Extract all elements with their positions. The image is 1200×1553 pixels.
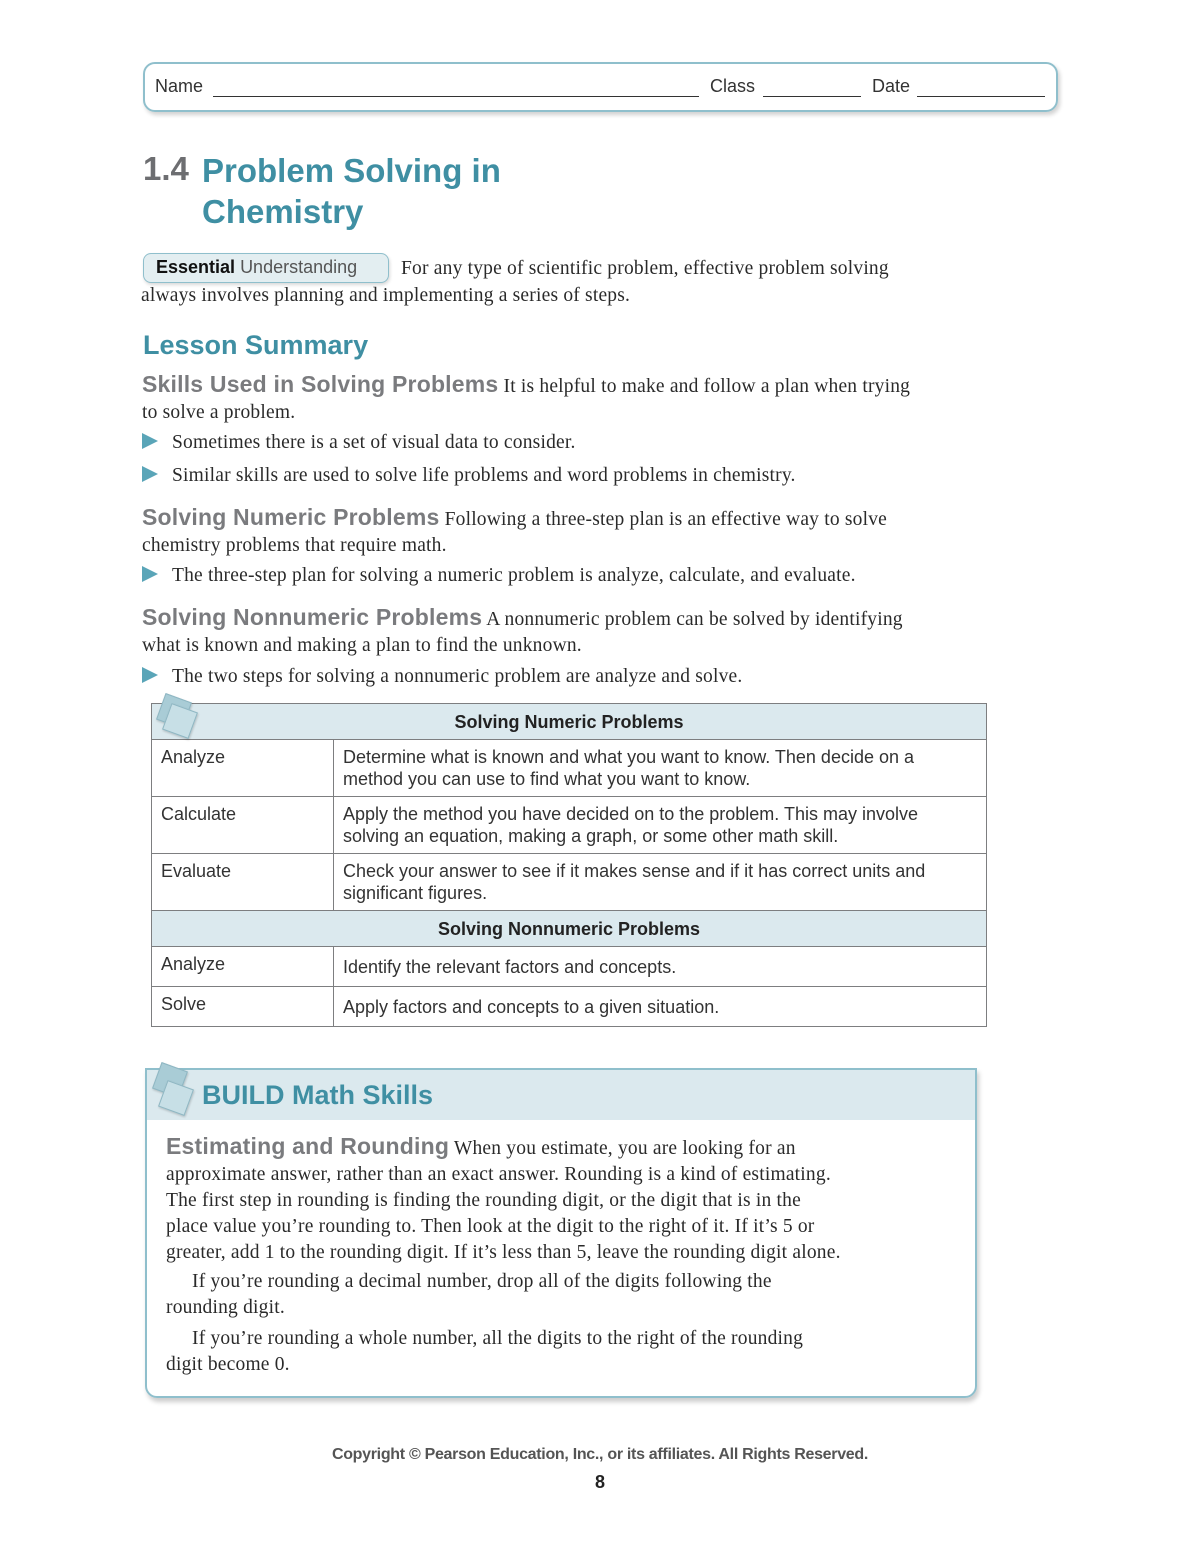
numeric-line-1: Following a three-step plan is an effective way to solve: [444, 509, 888, 530]
table-row: Analyze Determine what is known and what you want to know. Then decide on a method you can use to find what you want to know.: [152, 740, 987, 797]
skills-line-1: It is helpful to make and follow a plan when trying: [503, 376, 911, 397]
rounding-paragraph-2: If you’re rounding a decimal number, drop all of the digits following the rounding digit.: [166, 1271, 772, 1318]
essential-understanding-badge: [143, 253, 389, 283]
numeric-line-2: chemistry problems that require math.: [142, 535, 447, 556]
table-row: Analyze Identify the relevant factors and concepts.: [152, 947, 987, 987]
nonnumeric-heading: Solving Nonnumeric Problems: [142, 604, 483, 630]
name-field[interactable]: [213, 96, 699, 97]
class-field[interactable]: [763, 96, 861, 97]
date-field[interactable]: [917, 96, 1045, 97]
lesson-summary-heading: Lesson Summary: [143, 330, 369, 360]
date-label: Date: [872, 76, 911, 96]
build-math-skills-title: BUILD Math Skills: [202, 1080, 434, 1110]
essential-bold: Essential: [156, 257, 236, 277]
nonnumeric-paragraph: [142, 604, 1012, 659]
bullet-arrow-icon: [142, 466, 158, 482]
nonnumeric-table-header: Solving Nonnumeric Problems: [152, 911, 987, 947]
list-item: Similar skills are used to solve life problems and word problems in chemistry.: [142, 463, 1012, 489]
list-item: Sometimes there is a set of visual data to consider.: [142, 430, 1012, 456]
table-row: Evaluate Check your answer to see if it makes sense and if it has correct units and significant figures.: [152, 854, 987, 911]
table-row: Solve Apply factors and concepts to a given situation.: [152, 987, 987, 1027]
numeric-table-header: Solving Numeric Problems: [152, 704, 987, 740]
essential-text-line-2: always involves planning and implementing a series of steps.: [141, 285, 631, 306]
skills-line-2: to solve a problem.: [142, 402, 296, 423]
bullet-arrow-icon: [142, 667, 158, 683]
rounding-heading: Estimating and Rounding: [166, 1133, 450, 1159]
rounding-paragraph-1: Estimating and Rounding When you estimate, you are looking for an approximate answer, rather than an exact answer. Rounding is a kind of estimating. The first step in rounding is finding the rounding digit, or the digit that is in the place value you’re rounding to. Then look at the digit to the right of it. If it’s 5 or greater, add 1 to the rounding digit. If it’s less than 5, leave the rounding digit alone.: [166, 1133, 841, 1263]
title-line-2: Chemistry: [202, 193, 364, 230]
numeric-heading: Solving Numeric Problems: [142, 504, 440, 530]
bullet-arrow-icon: [142, 566, 158, 582]
list-item: The three-step plan for solving a numeric problem is analyze, calculate, and evaluate.: [142, 563, 1012, 589]
nonnumeric-line-1: A nonnumeric problem can be solved by identifying: [486, 609, 903, 630]
bullet-arrow-icon: [142, 433, 158, 449]
skills-heading: Skills Used in Solving Problems: [142, 371, 499, 397]
class-label: Class: [710, 76, 756, 96]
essential-text-line-1: For any type of scientific problem, effective problem solving: [401, 258, 889, 279]
numeric-paragraph: [142, 504, 1012, 559]
understanding-light: Understanding: [240, 257, 358, 277]
list-item: The two steps for solving a nonnumeric problem are analyze and solve.: [142, 664, 1012, 690]
table-row: Calculate Apply the method you have decided on to the problem. This may involve solving an equation, making a graph, or some other math skill.: [152, 797, 987, 854]
nonnumeric-line-2: what is known and making a plan to find the unknown.: [142, 635, 582, 656]
section-number: 1.4: [143, 150, 189, 187]
problem-steps-table: [151, 703, 987, 1027]
student-info-bar: [143, 62, 1058, 112]
rounding-paragraph-3: If you’re rounding a whole number, all the digits to the right of the rounding digit become 0.: [166, 1328, 804, 1375]
skills-paragraph: [142, 371, 1012, 426]
copyright-notice: Copyright © Pearson Education, Inc., or its affiliates. All Rights Reserved.: [331, 1446, 869, 1463]
name-label: Name: [155, 76, 204, 96]
title-line-1: Problem Solving in: [202, 152, 501, 189]
page-number: 8: [594, 1472, 605, 1492]
page-title: [202, 150, 602, 232]
